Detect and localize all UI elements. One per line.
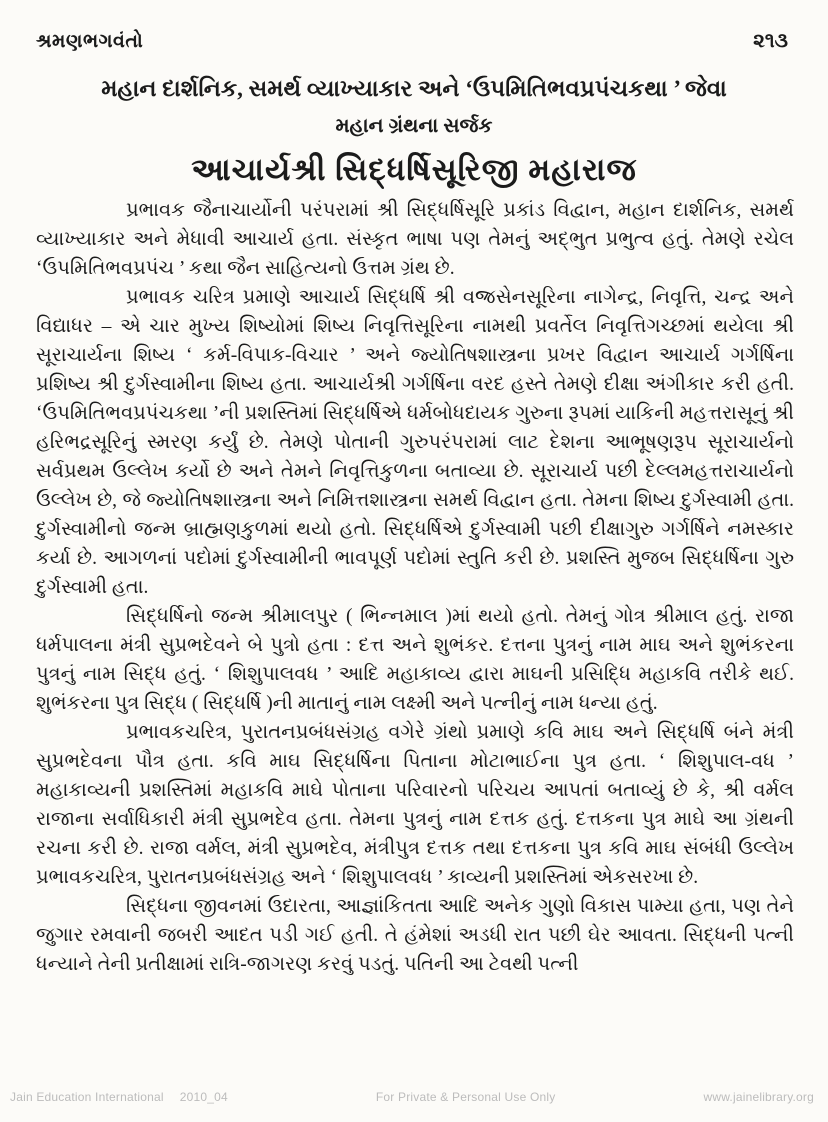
- page-header: [36, 30, 788, 53]
- running-head: શ્રમણભગવંતો: [36, 31, 144, 52]
- page-footer: [10, 1090, 814, 1104]
- heading-block: [36, 72, 792, 189]
- paragraph-1: પ્રભાવક જૈનાચાર્યોની પરંપરામાં શ્રી સિદ્ધર્ષિસૂરિ પ્રકાંડ વિદ્વાન, મહાન દાર્શનિક, સમર્થ વ્યાખ્યાકાર અને મેધાવી આચાર્ય હતા. સંસ્કૃત ભાષા પણ તેમનું અદ્ભુત પ્રભુત્વ હતું. તેમણે રચેલ ‘ઉપમિતિભવપ્રપંચ ’ કથા જૈન સાહિત્યનો ઉત્તમ ગ્રંથ છે.: [36, 200, 794, 279]
- article-body: [36, 196, 794, 979]
- footer-left-group: [10, 1090, 228, 1104]
- paragraph-3: સિદ્ધર્ષિનો જન્મ શ્રીમાલપુર ( ભિન્નમાલ )માં થયો હતો. તેમનું ગોત્ર શ્રીમાલ હતું. રાજા ધર્મપાલના મંત્રી સુપ્રભદેવને બે પુત્રો હતા : દત્ત અને શુભંકર. દત્તના પુત્રનું નામ માઘ અને શુભંકરના પુત્રનું નામ સિદ્ધ હતું. ‘ શિશુપાલવધ ’ આદિ મહાકાવ્ય દ્વારા માઘની પ્રસિદ્ધિ મહાકવિ તરીકે થઈ. શુભંકરના પુત્ર સિદ્ધ ( સિદ્ધર્ષિ )ની માતાનું નામ લક્ષ્મી અને પત્નીનું નામ ધન્યા હતું.: [36, 606, 794, 714]
- paragraph-5: સિદ્ધના જીવનમાં ઉદારતા, આજ્ઞાંકિતતા આદિ અનેક ગુણો વિકાસ પામ્યા હતા, પણ તેને જુગાર રમવાની જબરી આદત પડી ગઈ હતી. તે હંમેશાં અડધી રાત પછી ઘેર આવતા. સિદ્ધની પત્ની ધન્યાને તેની પ્રતીક્ષામાં રાત્રિ-જાગરણ કરવું પડતું. પતિની આ ટેવથી પત્ની: [36, 896, 794, 975]
- heading-subtitle-line2: મહાન ગ્રંથના સર્જક: [335, 114, 493, 137]
- page-title: આચાર્યશ્રી સિદ્ધર્ષિસૂરિજી મહારાજ: [191, 151, 637, 187]
- paragraph-2: પ્રભાવક ચરિત્ર પ્રમાણે આચાર્ય સિદ્ધર્ષિ શ્રી વજ્રસેનસૂરિના નાગેન્દ્ર, નિવૃત્તિ, ચન્દ્ર અને વિદ્યાધર – એ ચાર મુખ્ય શિષ્યોમાં શિષ્ય નિવૃત્તિસૂરિના નામથી પ્રવર્તેલ નિવૃત્તિગચ્છમાં થયેલા શ્રી સૂરાચાર્યના શિષ્ય ‘ કર્મ-વિપાક-વિચાર ’ અને જ્યોતિષશાસ્ત્રના પ્રખર વિદ્વાન આચાર્ય ગર્ગર્ષિના પ્રશિષ્ય શ્રી દુર્ગસ્વામીના શિષ્ય હતા. આચાર્યશ્રી ગર્ગર્ષિના વરદ હસ્તે તેમણે દીક્ષા અંગીકાર કરી હતી. ‘ઉપમિતિભવપ્રપંચકથા ’ની પ્રશસ્તિમાં સિદ્ધર્ષિએ ધર્મબોધદાયક ગુરુના રૂપમાં યાકિની મહત્તરાસૂનું શ્રી હરિભદ્રસૂરિનું સ્મરણ કર્યું છે. તેમણે પોતાની ગુરુપરંપરામાં લાટ દેશના આભૂષણરૂપ સૂરાચાર્યનો સર્વપ્રથમ ઉલ્લેખ કર્યો છે અને તેમને નિવૃત્તિકુળના બતાવ્યા છે. સૂરાચાર્ય પછી દેલ્લમહત્તરાચાર્યનો ઉલ્લેખ છે, જે જ્યોતિષશાસ્ત્રના અને નિમિત્તશાસ્ત્રના સમર્થ વિદ્વાન હતા. તેમના શિષ્ય દુર્ગસ્વામી હતા. દુર્ગસ્વામીનો જન્મ બ્રાહ્મણકુળમાં થયો હતો. સિદ્ધર્ષિએ દુર્ગસ્વામી પછી દીક્ષાગુરુ ગર્ગર્ષિને નમસ્કાર કર્યા છે. આગળનાં પદોમાં દુર્ગસ્વામીની ભાવપૂર્ણ પદોમાં સ્તુતિ કરી છે. પ્રશસ્તિ મુજબ સિદ્ધર્ષિના ગુરુ દુર્ગસ્વામી હતા.: [36, 287, 794, 598]
- footer-website: www.jainelibrary.org: [703, 1090, 814, 1104]
- footer-publisher: Jain Education International: [10, 1090, 164, 1104]
- page-number: ૨૧૩: [753, 30, 788, 52]
- footer-usage-notice: For Private & Personal Use Only: [375, 1090, 556, 1104]
- paragraph-4: પ્રભાવકચરિત્ર, પુરાતનપ્રબંધસંગ્રહ વગેરે ગ્રંથો પ્રમાણે કવિ માઘ અને સિદ્ધર્ષિ બંને મંત્રી સુપ્રભદેવના પૌત્ર હતા. કવિ માઘ સિદ્ધર્ષિના પિતાના મોટાભાઈના પુત્ર હતા. ‘ શિશુપાલ-વધ ’ મહાકાવ્યની પ્રશસ્તિમાં મહાકવિ માઘે પોતાના પરિવારનો પરિચય આપતાં બતાવ્યું છે કે, શ્રી વર્મલ રાજાના સર્વાધિકારી મંત્રી સુપ્રભદેવ હતા. તેમના પુત્રનું નામ દત્તક હતું. દત્તકના પુત્ર માઘે આ ગ્રંથની રચના કરી છે. રાજા વર્મલ, મંત્રી સુપ્રભદેવ, મંત્રીપુત્ર દત્તક તથા દત્તકના પુત્ર કવિ માઘ સંબંધી ઉલ્લેખ પ્રભાવકચરિત્ર, પુરાતનપ્રબંધસંગ્રહ અને ‘ શિશુપાલવધ ’ કાવ્યની પ્રશસ્તિમાં એકસરખા છે.: [36, 722, 794, 888]
- footer-edition-code: 2010_04: [179, 1090, 228, 1104]
- heading-subtitle-line1: મહાન દાર્શનિક, સમર્થ વ્યાખ્યાકાર અને ‘ઉપમિતિભવપ્રપંચકથા ’ જેવા: [101, 76, 727, 101]
